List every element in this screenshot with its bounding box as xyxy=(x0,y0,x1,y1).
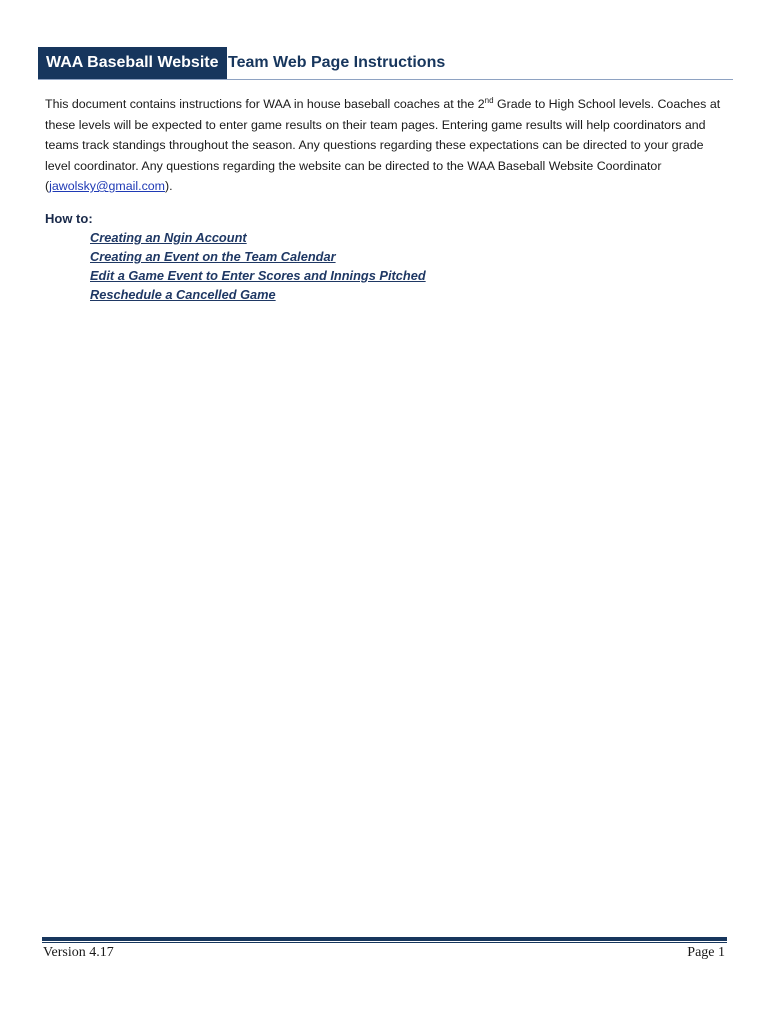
link-edit-game-event[interactable]: Edit a Game Event to Enter Scores and Innings Pitched xyxy=(90,268,426,283)
document-title: Team Web Page Instructions xyxy=(228,54,446,71)
site-label: WAA Baseball Website xyxy=(38,47,227,79)
intro-text-2: Grade to High School levels. Coaches at these levels will be expected to enter game results on their team pages. Entering game results will help coordinators and teams track standings throughout the season. Any questions regarding these expectations can be directed to your grade level coordinator. Any questions regarding the website can be directed to the WAA Baseball Website Coordinator ( xyxy=(45,97,721,193)
footer-divider-thick xyxy=(42,937,727,941)
link-reschedule-game[interactable]: Reschedule a Cancelled Game xyxy=(90,287,276,302)
list-item xyxy=(90,285,426,304)
footer-page-number: Page 1 xyxy=(687,945,725,960)
howto-link-list xyxy=(90,228,426,304)
list-item xyxy=(90,228,426,247)
list-item xyxy=(90,266,426,285)
intro-superscript: nd xyxy=(484,95,494,105)
intro-text-3: ). xyxy=(165,179,173,193)
howto-heading: How to: xyxy=(45,211,93,226)
footer-divider-thin xyxy=(42,942,727,943)
footer-version: Version 4.17 xyxy=(43,945,114,960)
coordinator-email-link[interactable]: jawolsky@gmail.com xyxy=(49,179,166,193)
link-creating-calendar-event[interactable]: Creating an Event on the Team Calendar xyxy=(90,249,336,264)
list-item xyxy=(90,247,426,266)
intro-text-1: This document contains instructions for WAA in house baseball coaches at the 2 xyxy=(45,97,485,111)
link-creating-ngin-account[interactable]: Creating an Ngin Account xyxy=(90,230,247,245)
document-header xyxy=(38,45,733,80)
intro-paragraph xyxy=(45,94,729,197)
